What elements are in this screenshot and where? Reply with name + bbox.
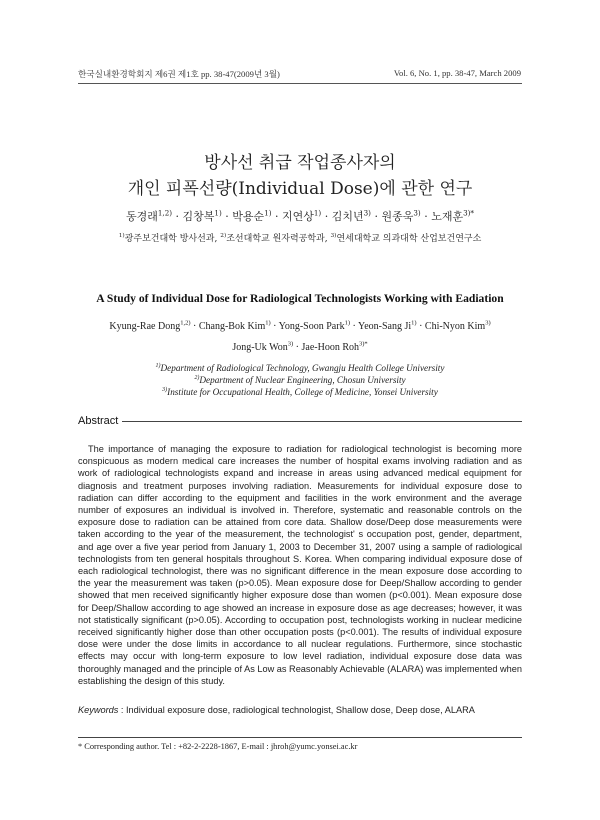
affiliation-text: 연세대학교 의과대학 산업보건연구소 <box>336 234 482 244</box>
author-affiliation-mark: 1) <box>214 208 222 218</box>
header-divider <box>78 83 522 84</box>
footnote-divider <box>78 737 522 738</box>
keywords-line <box>78 705 522 715</box>
author-name: Jong-Uk Won <box>232 342 288 353</box>
author-affiliation-mark: 3) <box>287 340 294 348</box>
author-name: 원종욱 <box>381 210 414 223</box>
author-name: Yong-Soon Park <box>278 321 345 332</box>
english-affiliation-3 <box>0 387 600 397</box>
running-header-right: Vol. 6, No. 1, pp. 38-47, March 2009 <box>393 68 521 78</box>
abstract-label: Abstract <box>78 415 119 427</box>
abstract-heading <box>78 415 522 427</box>
affiliation-text: 조선대학교 원자력공학과, <box>226 234 331 244</box>
affiliation-text: Department of Radiological Technology, Gwangju Health College University <box>160 363 445 373</box>
author-affiliation-mark: 1,2) <box>180 319 191 327</box>
author-name: Chi-Nyon Kim <box>424 321 486 332</box>
author-affiliation-mark: 3) <box>363 208 371 218</box>
keywords-text: : Individual exposure dose, radiological technologist, Shallow dose, Deep dose, ALARA <box>118 705 475 715</box>
author-name: Chang-Bok Kim <box>198 321 266 332</box>
keywords-label: Keywords <box>78 705 119 715</box>
author-name: Kyung-Rae Dong <box>109 321 181 332</box>
author-affiliation-mark: 1) <box>265 319 271 327</box>
english-affiliation-1 <box>0 363 600 373</box>
affiliation-mark: 3) <box>162 386 168 393</box>
english-author-list-line-1: Kyung-Rae Dong$^{1,2)}$ · Chang-Bok Kim$^{1)}$ · Yong-Soon Park$^{1)}$ · Yeon-Sang $Ji^{1)}$ · Chi-Nyon Kim$^{3)}$ <box>109 319 491 332</box>
korean-author-list: 동경래$^{1,2)}$ · 김창복$^{1)}$ · 박용순$^{1)}$ · 지연상$^{1)}$ · 김치년$^{3)}$ · 원종욱$^{3)}$ · 노재훈$^{3)*}$ <box>125 208 474 223</box>
affiliation-mark: 2) <box>220 233 227 239</box>
author-affiliation-mark: 3) <box>485 319 491 327</box>
affiliation-mark: 1) <box>155 362 161 369</box>
affiliation-text: Department of Nuclear Engineering, Chosun University <box>199 375 406 385</box>
abstract-body: The importance of managing the exposure to radiation for radiological technologist is becoming more conspicuous as modern medical care increases the number of hospital exams involving radiation and as work of radiological technologists expand and increase in areas using advanced medical equipment for diagnosis and treatment purposes involving radiation. Measurements for individual exposure dose to radiation can differ according to the equipment and facilities in the work environment and the average number of exposures an individual is involved in. Therefore, systematic and reasonable controls on the exposure dose to radiation can be attained from core data. Shallow dose/Deep dose measurements were taken according to the year of the measurement, the technologist' s occupation post, gender, department, and age over a five year period from January 1, 2003 to December 31, 2007 using a sample of radiological technologists from ten general hospitals throughout S. Korea. When comparing individual exposure dose of each radiological technologist, there was no significant difference in the mean exposure dose according to the year the measurement was taken (p>0.05). Mean exposure dose for Deep/Shallow according to gender showed that men received significantly higher exposure dose than women (p<0.001). Mean exposure dose for Deep/Shallow according to age showed an increase in exposure dose as age decreases; however, it was not statistically significant (p>0.05). According to occupation post, technologists working in nuclear medicine received significantly higher dose than other occupation posts (p<0.001). The results of individual exposure dose were under the dose limits in accordance to all nuclear regulations. Furthermore, since stochastic effects may occur with long-term exposure to low level radiation, individual exposure dose data was thoroughly managed and the principle of As Low as Reasonably Achievable (ALARA) was implemented when establishing the design of this study. <box>78 444 522 686</box>
author-affiliation-mark: 3)* <box>463 208 474 218</box>
affiliation-mark: 1) <box>118 233 125 239</box>
affiliation-text: Institute for Occupational Health, College of Medicine, Yonsei University <box>167 387 438 397</box>
author-name: Jae-Hoon Roh <box>301 342 359 353</box>
author-affiliation-mark: 1) <box>313 208 322 218</box>
author-affiliation-mark: 1) <box>344 319 350 327</box>
affiliation-mark: 2) <box>194 374 200 381</box>
author-name: 김치년 <box>331 210 364 223</box>
corresponding-author-footnote: * Corresponding author. Tel : +82-2-2228-1867, E-mail : jhroh@yumc.yonsei.ac.kr <box>78 742 358 751</box>
korean-title-line-1: 방사선 취급 작업종사자의 <box>204 153 396 173</box>
running-header-left: 한국실내환경학회지 제6권 제1호 pp. 38-47(2009년 3월) <box>78 69 280 79</box>
affiliation-mark: 3) <box>330 233 337 239</box>
abstract-heading-rule <box>122 421 522 422</box>
author-affiliation-mark: 1,2) <box>157 208 173 218</box>
english-title: A Study of Individual Dose for Radiological Technologists Working with Eadiation <box>96 292 504 305</box>
author-affiliation-mark: 1) <box>411 319 417 327</box>
korean-affiliations <box>0 231 600 244</box>
author-name: 동경래 <box>125 210 158 223</box>
korean-title-line-2: 개인 피폭선량(Individual Dose)에 관한 연구 <box>127 179 473 199</box>
author-affiliation-mark: 1) <box>264 208 272 218</box>
author-name: 지연상 <box>282 210 314 223</box>
author-affiliation-mark: 3) <box>413 208 421 218</box>
english-author-list-line-2: Jong-Uk Won$^{3)}$ · Jae-Hoon Roh$^{3)*}$ <box>232 340 368 353</box>
author-affiliation-mark: 3)* <box>359 340 368 348</box>
author-name: 김창복 <box>182 210 215 223</box>
affiliation-text: 광주보건대학 방사선과, <box>124 234 221 244</box>
author-name: 노재훈 <box>431 210 464 223</box>
author-name: Yeon-Sang Ji <box>357 321 412 332</box>
author-name: 박용순 <box>232 210 265 223</box>
english-affiliation-2 <box>0 375 600 385</box>
